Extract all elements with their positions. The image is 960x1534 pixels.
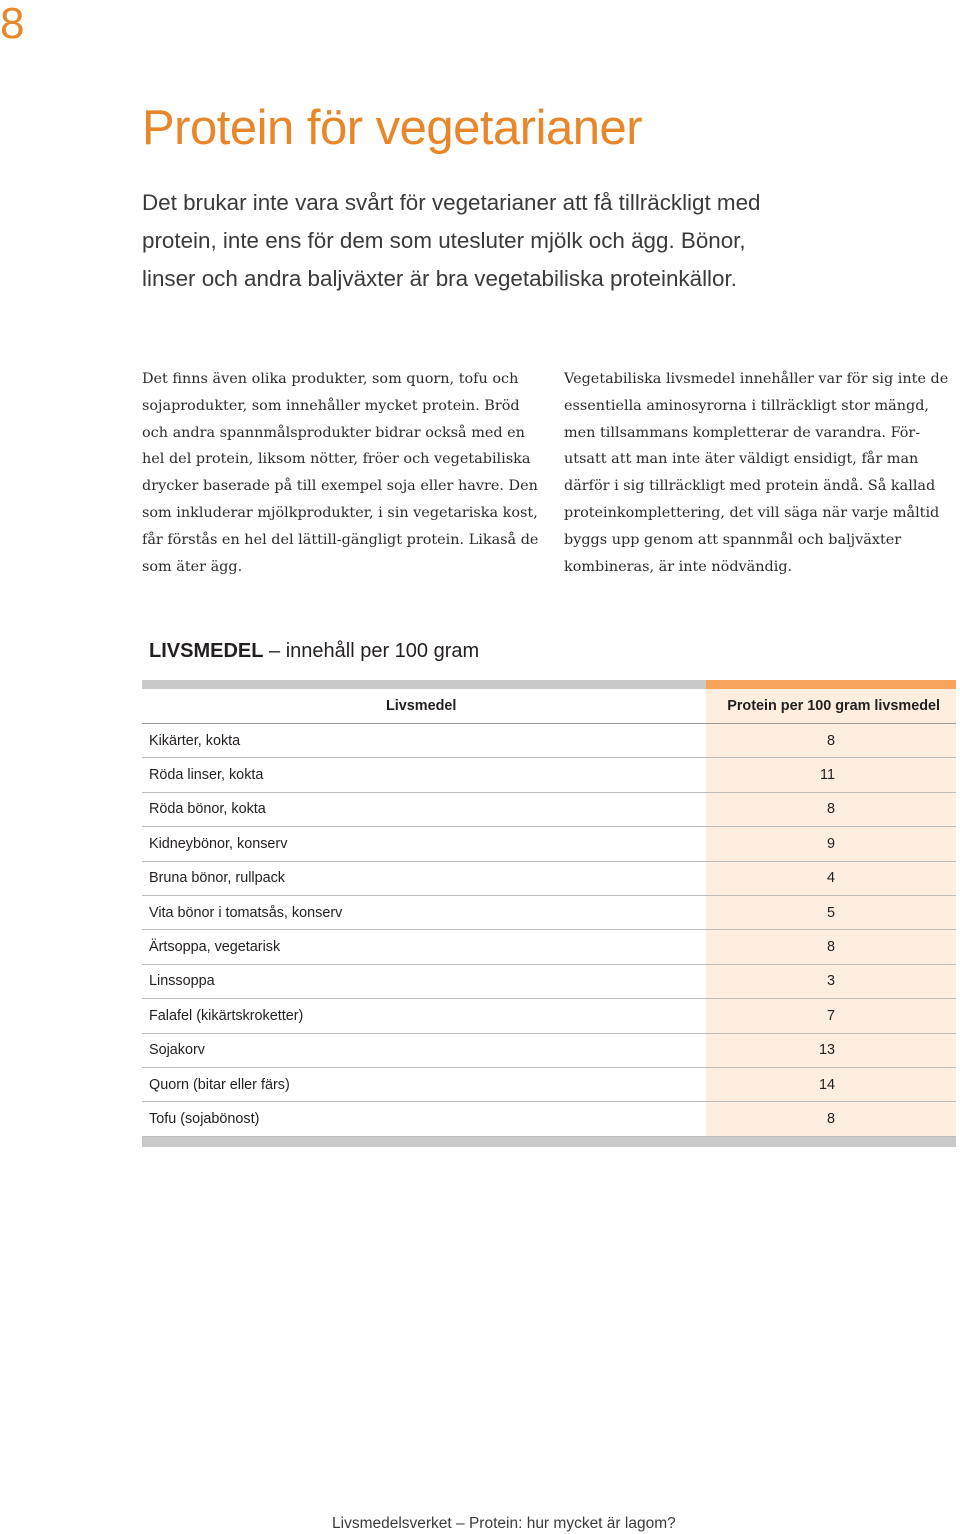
protein-value-cell: 7 — [706, 999, 956, 1033]
protein-value-cell: 8 — [706, 724, 956, 758]
table-top-bar-grey — [142, 680, 706, 689]
table-top-bar-orange — [706, 680, 956, 689]
food-name-cell: Röda bönor, kokta — [142, 792, 706, 826]
page-title: Protein för vegetarianer — [142, 101, 643, 155]
table-row — [142, 792, 956, 826]
column-header-livsmedel: Livsmedel — [142, 689, 706, 724]
food-name-cell: Linssoppa — [142, 964, 706, 998]
table-row — [142, 999, 956, 1033]
food-name-cell: Kidneybönor, konserv — [142, 827, 706, 861]
table-heading-dash: – — [269, 640, 281, 662]
food-name-cell: Kikärter, kokta — [142, 724, 706, 758]
protein-value-cell: 9 — [706, 827, 956, 861]
page-number: 8 — [0, 0, 25, 48]
body-paragraph-right: Vegetabiliska livsmedel innehåller var för sig inte de essentiella aminosyrorna i tillräckligt stor mängd, men tillsammans kompletterar de varandra. För-utsatt att man inte äter väldigt ensidigt, får man därför i sig tillräckligt med protein ändå. Så kallad proteinkomplettering, det vill säga när varje måltid byggs upp genom att spannmål och baljväxter kombineras, är inte nödvändig. — [564, 371, 949, 575]
table-heading-strong: LIVSMEDEL — [149, 640, 264, 662]
table-row — [142, 930, 956, 964]
protein-value-cell: 3 — [706, 964, 956, 998]
column-header-protein: Protein per 100 gram livsmedel — [706, 689, 956, 724]
body-column-right — [564, 366, 960, 580]
protein-value-cell: 13 — [706, 1033, 956, 1067]
page-footer: Livsmedelsverket – Protein: hur mycket är lagom? — [332, 1515, 676, 1532]
food-name-cell: Falafel (kikärtskroketter) — [142, 999, 706, 1033]
table-row — [142, 861, 956, 895]
protein-value-cell: 8 — [706, 1102, 956, 1136]
food-name-cell: Tofu (sojabönost) — [142, 1102, 706, 1136]
food-name-cell: Vita bönor i tomatsås, konserv — [142, 895, 706, 929]
table-row — [142, 964, 956, 998]
food-name-cell: Röda linser, kokta — [142, 758, 706, 792]
food-name-cell: Bruna bönor, rullpack — [142, 861, 706, 895]
table-row — [142, 895, 956, 929]
table-body — [142, 724, 956, 1137]
table-heading — [149, 640, 479, 663]
protein-value-cell: 8 — [706, 930, 956, 964]
protein-value-cell: 4 — [706, 861, 956, 895]
table-heading-rest: innehåll per 100 gram — [285, 640, 480, 662]
table-row — [142, 758, 956, 792]
table-row — [142, 1102, 956, 1136]
table-row — [142, 1067, 956, 1101]
lead-paragraph: Det brukar inte vara svårt för vegetarianer att få tillräckligt med protein, inte ens för dem som utesluter mjölk och ägg. Bönor, linser och andra baljväxter är bra vegetabiliska proteinkällor. — [142, 190, 761, 291]
protein-table-container — [142, 680, 956, 1147]
table-bottom-bar — [142, 1137, 956, 1147]
table-row — [142, 724, 956, 758]
food-name-cell: Ärtsoppa, vegetarisk — [142, 930, 706, 964]
body-column-left — [142, 366, 542, 580]
protein-value-cell: 14 — [706, 1067, 956, 1101]
protein-value-cell: 5 — [706, 895, 956, 929]
food-name-cell: Quorn (bitar eller färs) — [142, 1067, 706, 1101]
table-row — [142, 1033, 956, 1067]
table-top-bar — [142, 680, 956, 689]
protein-value-cell: 11 — [706, 758, 956, 792]
protein-table — [142, 689, 956, 1137]
table-row — [142, 827, 956, 861]
food-name-cell: Sojakorv — [142, 1033, 706, 1067]
table-header-row — [142, 689, 956, 724]
body-paragraph-left: Det finns även olika produkter, som quorn, tofu och sojaprodukter, som innehåller mycket protein. Bröd och andra spannmålsprodukter bidrar också med en hel del protein, liksom nötter, fröer och vegetabiliska drycker baserade på till exempel soja eller havre. Den som inkluderar mjölkprodukter, i sin vegetariska kost, får förstås en hel del lättill-gängligt protein. Likaså de som äter ägg. — [142, 371, 539, 575]
protein-value-cell: 8 — [706, 792, 956, 826]
